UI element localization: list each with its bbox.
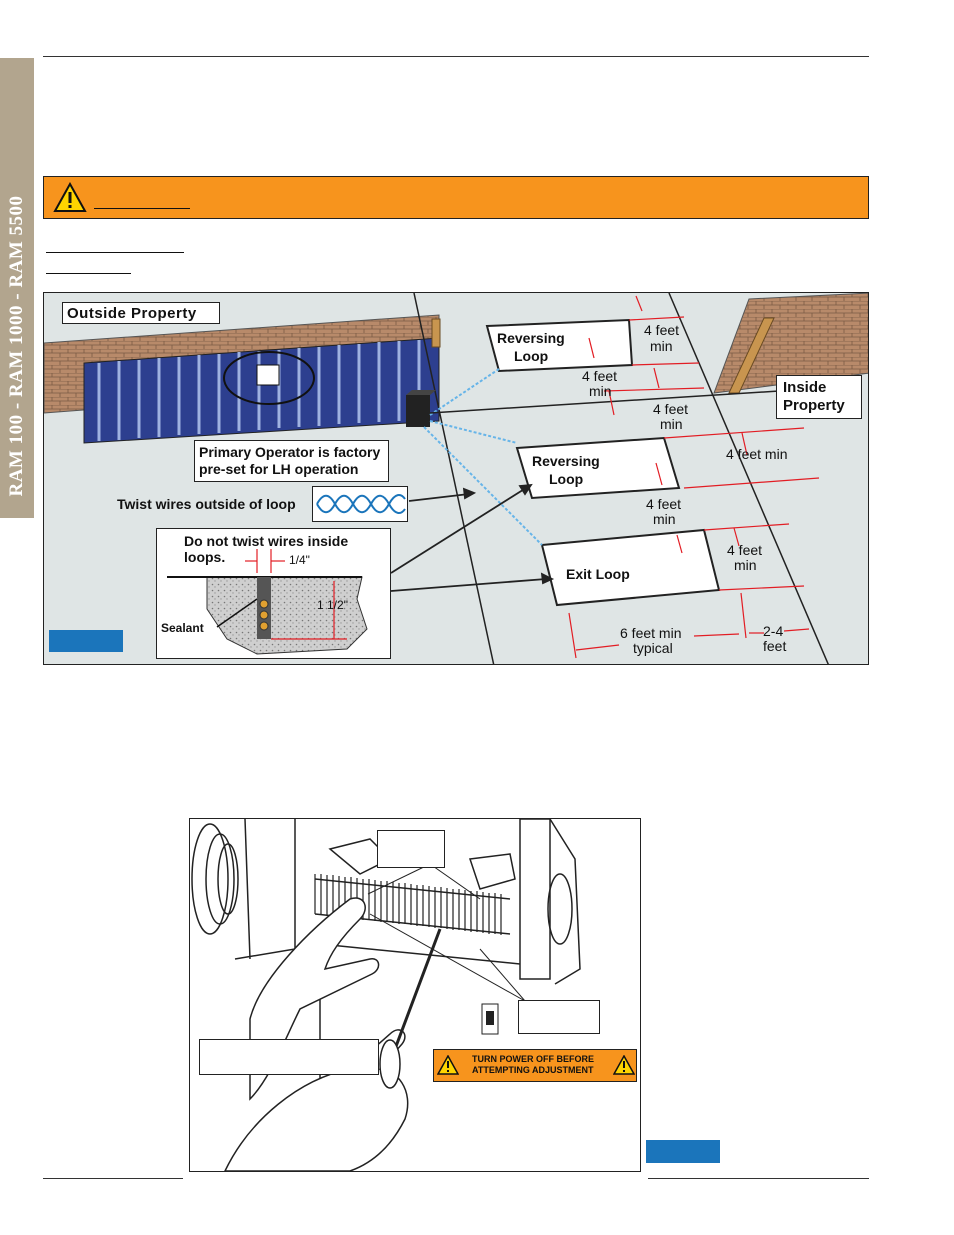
reversing-loop-1-label: Reversing: [497, 330, 565, 346]
dim-4ft-c: 4 feet: [653, 401, 689, 417]
power-off-warning: [433, 1049, 637, 1082]
dim-min-e: min: [734, 557, 757, 573]
dim-min-a: min: [650, 338, 673, 354]
primary-operator-callout: Primary Operator is factory pre-set for LH operation: [194, 440, 389, 482]
reversing-loop-1-label: Loop: [514, 348, 549, 364]
twisted-wire-icon: [313, 487, 407, 521]
dim-4ft-d: 4 feet: [646, 496, 682, 512]
dim-4ft-min: 4 feet min: [726, 446, 788, 462]
header-rule: [43, 56, 869, 57]
callout-box-top: [377, 830, 445, 868]
dim-4ft-a: 4 feet: [644, 322, 680, 338]
reversing-loop-2-label: Reversing: [532, 453, 600, 469]
do-not-twist-label: loops.: [184, 549, 226, 565]
clutch-adjust-figure: [189, 818, 641, 1172]
reversing-loop-2-label: Loop: [549, 471, 584, 487]
dim-min-b: min: [589, 383, 612, 399]
outside-property-label: Outside Property: [62, 302, 220, 324]
footer-rule: [648, 1178, 869, 1179]
warning-bar: [43, 176, 869, 219]
section-underline: [46, 252, 184, 253]
cross-section-inset: [156, 528, 391, 659]
warning-underline: [94, 208, 190, 209]
dim-4ft-b: 4 feet: [582, 368, 618, 384]
power-off-warning-line1: TURN POWER OFF BEFORE: [472, 1054, 594, 1064]
do-not-twist-label: Do not twist wires inside: [184, 533, 349, 549]
figure-tag: [49, 630, 123, 652]
twisted-wire-sample: [312, 486, 408, 522]
dim-min-c: min: [660, 416, 683, 432]
dim-2-4: 2-4: [763, 623, 784, 639]
warning-triangle-icon: [613, 1055, 635, 1075]
warning-triangle-icon: [437, 1055, 459, 1075]
sealant-label: Sealant: [161, 621, 204, 635]
dim-4ft-e: 4 feet: [727, 542, 763, 558]
callout-box-right: [518, 1000, 600, 1034]
side-tab-text: RAM 100 - RAM 1000 - RAM 5500: [6, 195, 27, 497]
quarter-inch-label: 1/4": [289, 553, 310, 567]
inside-property-label: Inside Property: [776, 375, 862, 419]
dim-6ft-typical: typical: [633, 640, 673, 656]
twist-wires-label: Twist wires outside of loop: [117, 496, 296, 512]
loop-layout-figure: [43, 292, 869, 665]
section-underline: [46, 273, 131, 274]
side-tab: [0, 58, 34, 518]
power-off-warning-line2: ATTEMPTING ADJUSTMENT: [472, 1065, 594, 1075]
dim-2-4-feet: feet: [763, 638, 787, 654]
warning-triangle-icon: [53, 182, 87, 213]
one-half-inch-label: 1 1/2": [317, 598, 348, 612]
exit-loop-label: Exit Loop: [566, 566, 630, 582]
dim-min-d: min: [653, 511, 676, 527]
dim-6ft: 6 feet min: [620, 625, 682, 641]
clutch-adjust-drawing: [190, 819, 640, 1171]
callout-box-left: [199, 1039, 379, 1075]
footer-rule: [43, 1178, 183, 1179]
figure-tag: [646, 1140, 720, 1163]
